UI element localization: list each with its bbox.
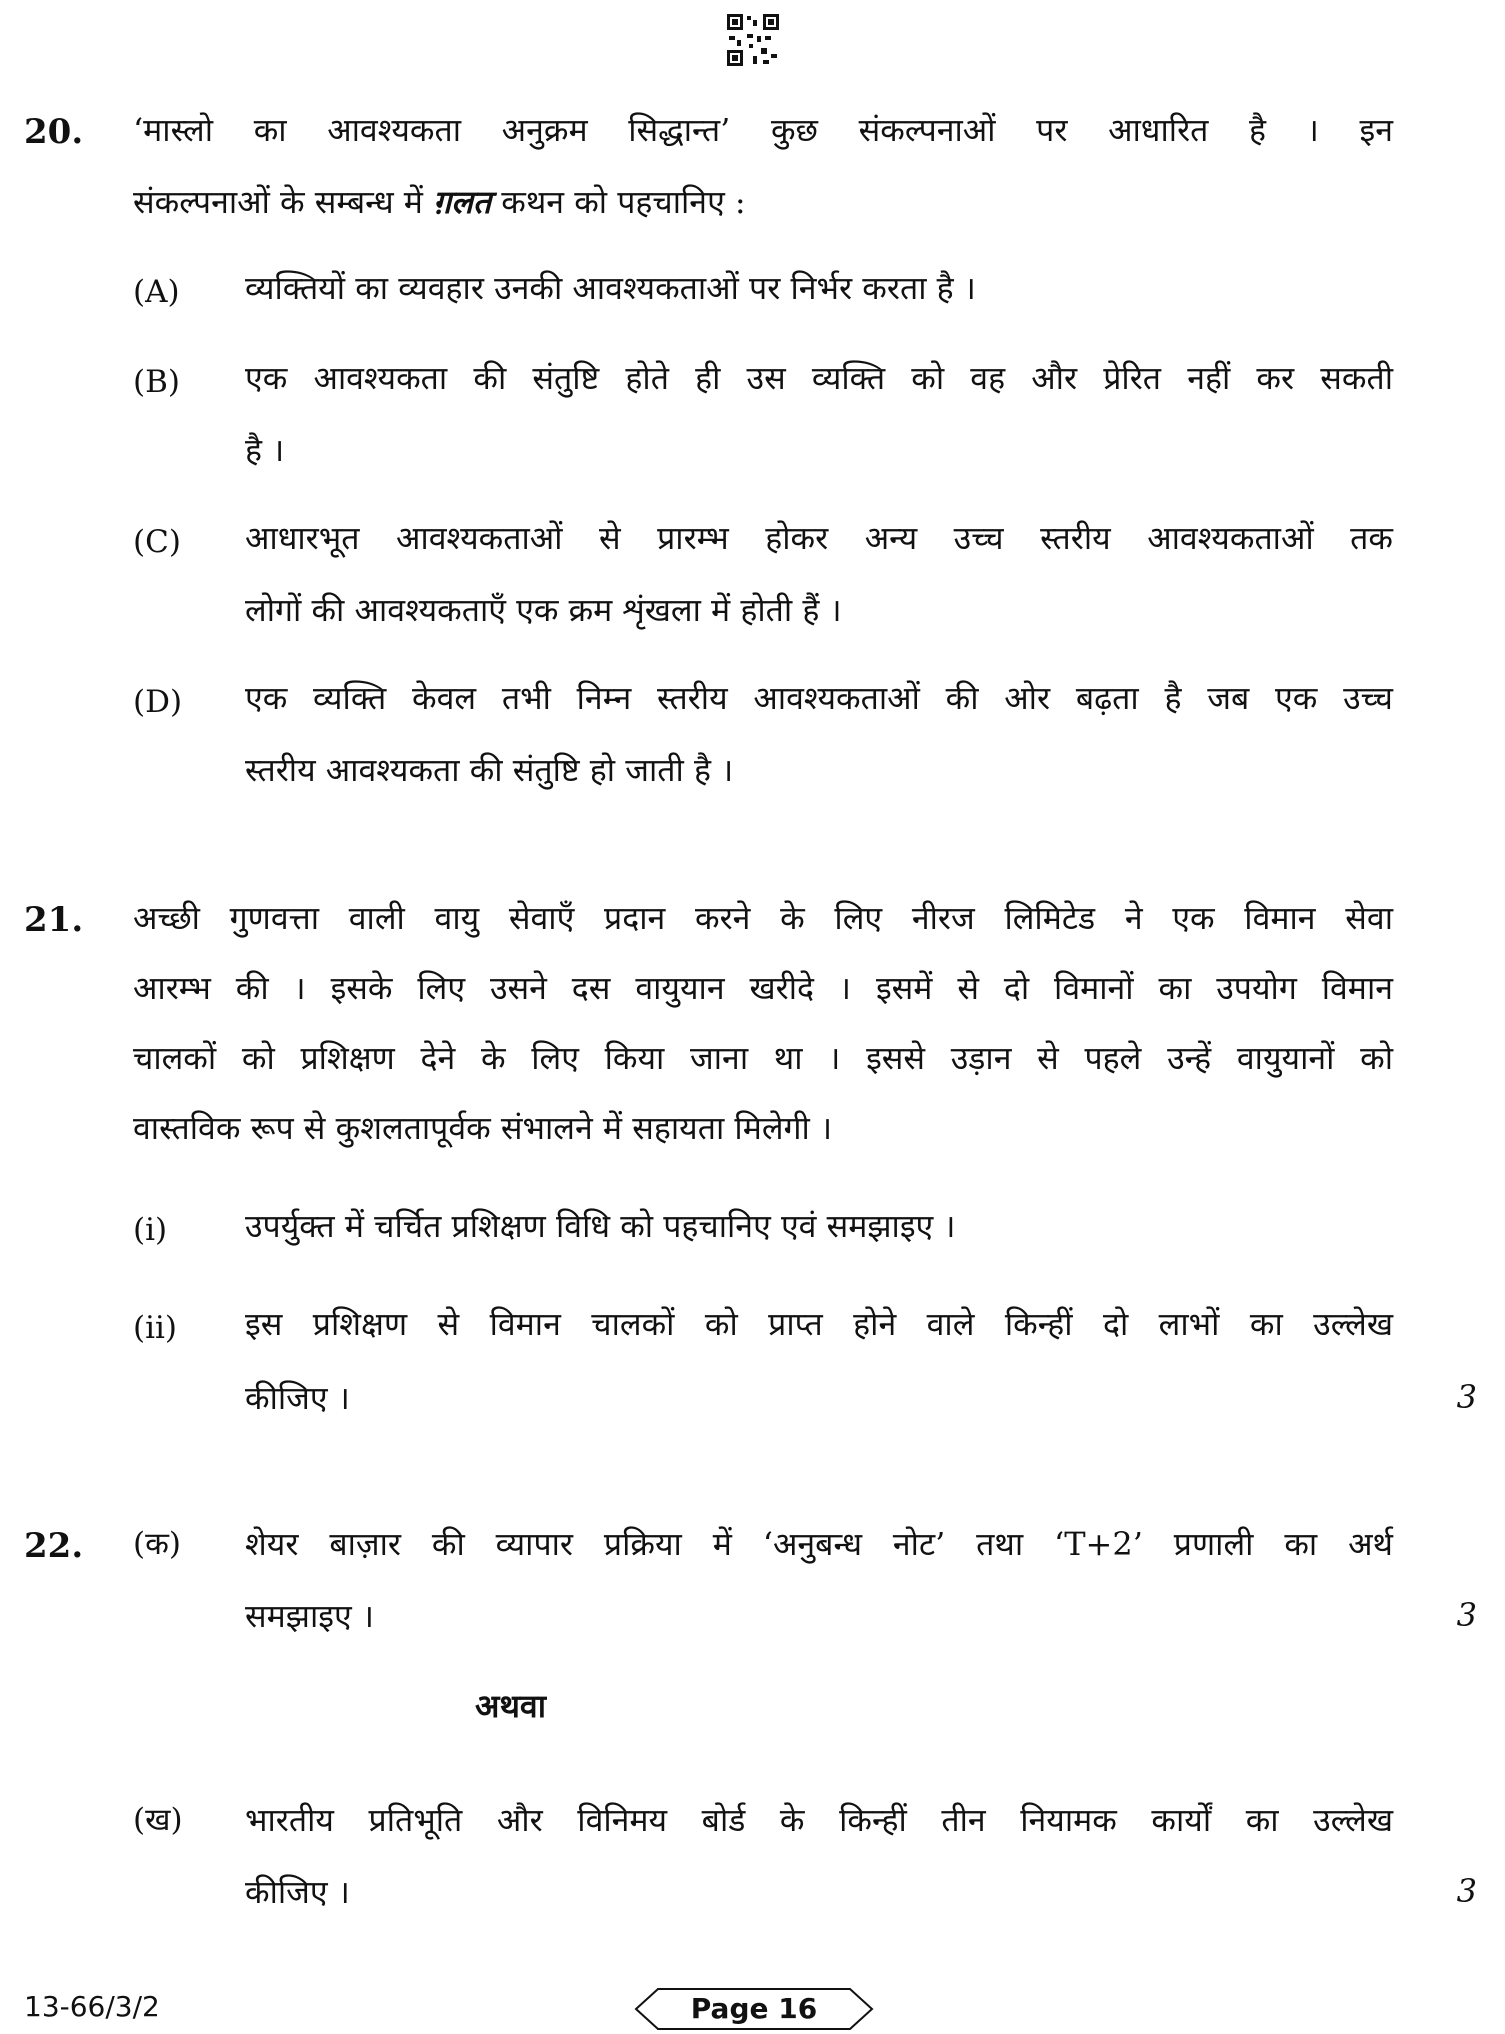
qr-code-icon	[725, 12, 781, 68]
question-text: वास्तविक रूप से कुशलतापूर्वक संभालने में सहायता मिलेगी ।	[133, 1109, 833, 1147]
option-text: एक आवश्यकता की संतुष्टि होते ही उस व्यक्ति को वह और प्रेरित नहीं कर सकती	[245, 359, 1393, 397]
part-text: कीजिए ।	[245, 1873, 350, 1911]
option-text: लोगों की आवश्यकताएँ एक क्रम शृंखला में होती हैं ।	[245, 591, 842, 629]
option-label: (C)	[133, 524, 181, 560]
part-text: भारतीय प्रतिभूति और विनिमय बोर्ड के किन्हीं तीन नियामक कार्यों का उल्लेख	[245, 1801, 1393, 1839]
marks: 3	[1456, 1378, 1477, 1416]
paper-code: 13-66/3/2	[24, 1990, 160, 2023]
question-number: 21.	[24, 900, 84, 940]
question-text: आरम्भ की । इसके लिए उसने दस वायुयान खरीदे । इसमें से दो विमानों का उपयोग विमान	[133, 969, 1393, 1007]
part-label: (ख)	[133, 1802, 183, 1838]
option-text: आधारभूत आवश्यकताओं से प्रारम्भ होकर अन्य उच्च स्तरीय आवश्यकताओं तक	[245, 519, 1393, 557]
part-text: कीजिए ।	[245, 1379, 350, 1417]
question-text: संकल्पनाओं के सम्बन्ध में ग़लत कथन को पहचानिए :	[133, 183, 746, 221]
option-text: व्यक्तियों का व्यवहार उनकी आवश्यकताओं पर निर्भर करता है ।	[245, 269, 976, 307]
option-label: (D)	[133, 684, 183, 720]
part-label: (क)	[133, 1526, 181, 1562]
option-label: (B)	[133, 364, 180, 400]
part-label: (i)	[133, 1212, 168, 1248]
part-text: शेयर बाज़ार की व्यापार प्रक्रिया में ‘अनुबन्ध नोट’ तथा ‘T+2’ प्रणाली का अर्थ	[245, 1525, 1393, 1563]
question-number: 20.	[24, 112, 84, 152]
option-label: (A)	[133, 274, 180, 310]
or-separator: अथवा	[475, 1687, 546, 1725]
emphasis-text: ग़लत	[433, 183, 492, 221]
part-label: (ii)	[133, 1310, 178, 1346]
question-text: चालकों को प्रशिक्षण देने के लिए किया जाना था । इससे उड़ान से पहले उन्हें वायुयानों को	[133, 1039, 1393, 1077]
page-number: Page 16	[690, 1992, 818, 2025]
part-text: समझाइए ।	[245, 1597, 374, 1635]
marks: 3	[1456, 1596, 1477, 1634]
part-text: इस प्रशिक्षण से विमान चालकों को प्राप्त होने वाले किन्हीं दो लाभों का उल्लेख	[245, 1305, 1393, 1343]
question-text: ‘मास्लो का आवश्यकता अनुक्रम सिद्धान्त’ कुछ संकल्पनाओं पर आधारित है । इन	[133, 111, 1393, 149]
question-number: 22.	[24, 1526, 84, 1566]
question-text: अच्छी गुणवत्ता वाली वायु सेवाएँ प्रदान करने के लिए नीरज लिमिटेड ने एक विमान सेवा	[133, 899, 1393, 937]
marks: 3	[1456, 1872, 1477, 1910]
option-text: स्तरीय आवश्यकता की संतुष्टि हो जाती है ।	[245, 751, 734, 789]
page-number-badge	[634, 1987, 874, 2031]
option-text: एक व्यक्ति केवल तभी निम्न स्तरीय आवश्यकताओं की ओर बढ़ता है जब एक उच्च	[245, 679, 1393, 717]
option-text: है ।	[245, 431, 285, 469]
part-text: उपर्युक्त में चर्चित प्रशिक्षण विधि को पहचानिए एवं समझाइए ।	[245, 1207, 956, 1245]
